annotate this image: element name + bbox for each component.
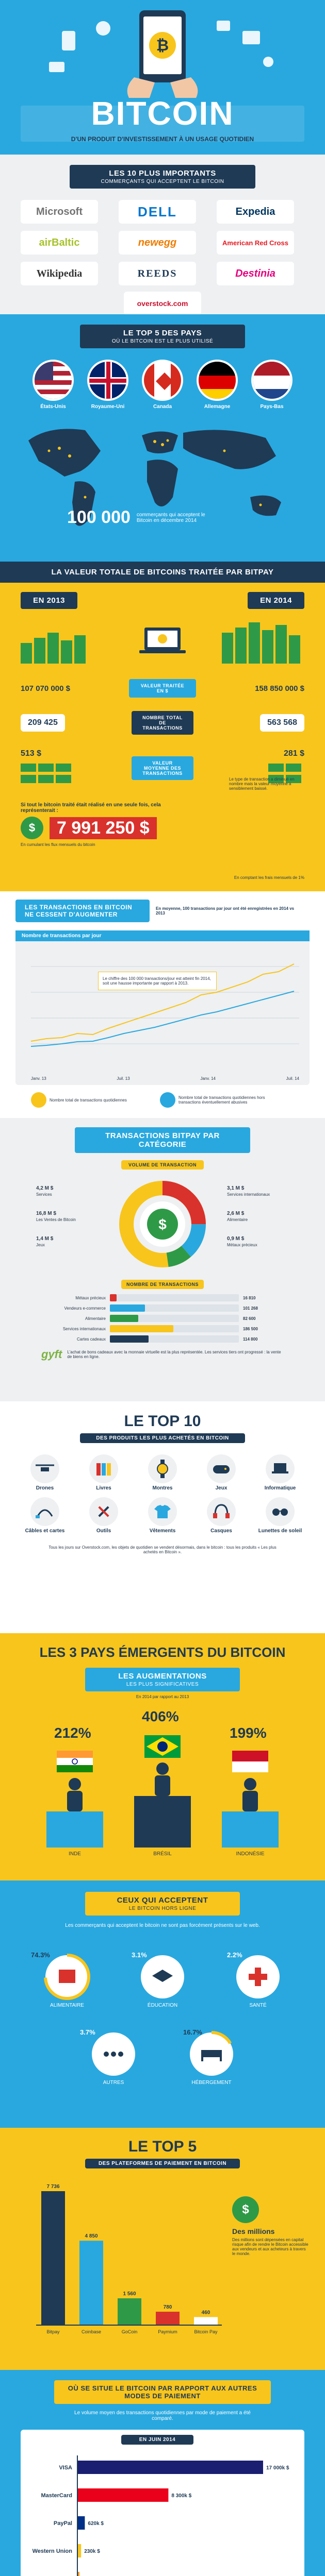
watch-icon (148, 1454, 177, 1483)
category-bar-label: Vendeurs e-commerce (64, 1306, 106, 1311)
top5-bar-label: Coinbase (81, 2329, 102, 2334)
volume-banner: LA VALEUR TOTALE DE BITCOINS TRAITÉE PAR BITPAY (0, 562, 325, 583)
value-2013: 107 070 000 $ (21, 684, 70, 693)
category-right-item: 0,9 M $ Métaux précieux (227, 1236, 257, 1247)
country-item (251, 360, 293, 410)
country-item (142, 360, 183, 410)
category-bar-track (110, 1335, 239, 1343)
growth-chart-title: Nombre de transactions par jour (15, 930, 310, 941)
offline-icons (0, 1936, 325, 2106)
top5-note-title: Des millions (232, 2227, 275, 2235)
avg-2013: 513 $ (21, 749, 42, 758)
category-bar-track (110, 1304, 239, 1312)
top5-bar-value: 780 (163, 2304, 172, 2310)
product-item: Jeux (196, 1454, 247, 1491)
merchant-logo: Expedia (217, 200, 294, 224)
emerging-title: LES 3 PAYS ÉMERGENTS DU BITCOIN (39, 1645, 286, 1660)
money-icon: $ (232, 2196, 259, 2223)
drone-icon (30, 1454, 59, 1483)
top5-bar-value: 1 560 (123, 2291, 136, 2297)
total-caption: En cumulant les flux mensuels du bitcoin (21, 842, 95, 847)
category-bar-row (49, 1335, 276, 1343)
gyft-logo-icon: gyft (41, 1348, 62, 1361)
value-illustration (0, 612, 325, 679)
product-item: Outils (78, 1497, 129, 1534)
total-intro: Si tout le bitcoin traité était réalisé en une seule fois, cela représenterait : (21, 802, 161, 814)
flag-indonesia-icon (232, 1751, 268, 1772)
year-2014-label: EN 2014 (248, 592, 304, 609)
map-caption: commerçants qui acceptent le Bitcoin en décembre 2014 (136, 512, 205, 523)
value-2014: 158 850 000 $ (255, 684, 304, 693)
top5-bar-value: 460 (201, 2310, 210, 2316)
category-bar-value: 16 810 (243, 1295, 256, 1300)
merchant-logo: Wikipedia (21, 262, 98, 285)
merchant-logo: airBaltic (21, 231, 98, 255)
top5-bar (156, 2312, 180, 2325)
top5-title: LE TOP 5 (128, 2138, 197, 2155)
laptop-icon (266, 1454, 295, 1483)
position-section (0, 2370, 325, 2576)
category-bar-label: Alimentaire (85, 1316, 106, 1321)
product-item: Drones (19, 1454, 71, 1491)
category-bar-row (49, 1325, 276, 1332)
top10-note: Tous les jours sur Overstock.com, les objets de quotidien se vendent désormais, dans le bitcoin : tous les produits « Les plus achetés en Bitcoin ». (48, 1545, 277, 1554)
product-item: Vêtements (137, 1497, 188, 1534)
map-number: 100 000 (67, 507, 131, 527)
year-2013-label: EN 2013 (21, 592, 77, 609)
top5-bar-label: GoCoin (121, 2329, 138, 2334)
categories-note: L'achat de bons cadeaux avec la monnaie virtuelle est la plus représentée. Les services tiers ont progressé : la vente de biens en ligne. (67, 1350, 281, 1359)
orders-2014: 563 568 (260, 714, 304, 732)
legend-blue-icon (160, 1092, 175, 1108)
top5-subtitle: DES PLATEFORMES DE PAIEMENT EN BITCOIN (85, 2159, 240, 2168)
emerging-banner-subtitle: LES PLUS SIGNIFICATIVES (126, 1682, 199, 1687)
merchant-logo: newegg (119, 231, 196, 255)
flag-india-icon (57, 1751, 93, 1772)
pct-hotel: 16.7% (183, 2028, 202, 2036)
category-bar-label: Services internationaux (62, 1326, 106, 1331)
top10-grid (0, 1454, 325, 1534)
tools-icon (89, 1497, 118, 1526)
other-icon (92, 2032, 135, 2076)
growth-lines (15, 946, 310, 1070)
flag-netherlands-icon (251, 360, 293, 401)
top5-note: Des millions sont dépensées en capital risque afin de rendre le Bitcoin accessible aux vendeurs et aux acheteurs à travers le monde. (232, 2238, 308, 2256)
category-bar-label: Métaux précieux (75, 1295, 106, 1300)
country-name: États-Unis (40, 404, 66, 410)
country-name: Allemagne (204, 404, 231, 410)
flag-canada-icon (142, 360, 183, 401)
position-bar-label: MasterCard (41, 2493, 72, 2499)
flag-brazil-icon (144, 1735, 181, 1758)
product-item: Livres (78, 1454, 129, 1491)
category-bar-track (110, 1325, 239, 1332)
category-bar-fill (110, 1335, 149, 1343)
category-left-item: 4,2 M $ Services (36, 1185, 54, 1197)
position-chart-card (21, 2430, 304, 2576)
merchant-logo: REEDS (119, 262, 196, 285)
offline-section (0, 1880, 325, 2128)
growth-banner: LES TRANSACTIONS EN BITCOIN NE CESSENT D'AUGMENTER (15, 900, 150, 922)
offline-banner-title: CEUX QUI ACCEPTENT (117, 1896, 208, 1905)
health-icon (236, 1955, 280, 1998)
label-hotel: HÉBERGEMENT (191, 2080, 232, 2086)
pct-india: 212% (54, 1725, 91, 1741)
podium (0, 1699, 325, 1864)
product-item: Câbles et cartes (19, 1497, 71, 1534)
pct-indonesia: 199% (230, 1725, 267, 1741)
category-bar-value: 82 600 (243, 1316, 256, 1321)
pct-health: 2.2% (227, 1951, 242, 1959)
headphones-icon (207, 1497, 236, 1526)
category-bar-fill (110, 1304, 145, 1312)
countries-banner (80, 325, 245, 348)
pct-other: 3.7% (80, 2028, 95, 2036)
country-flags (0, 360, 325, 410)
gamepad-icon (207, 1454, 236, 1483)
top10-section (0, 1401, 325, 1633)
glasses-icon (266, 1497, 295, 1526)
category-bar-label: Cartes cadeaux (76, 1336, 106, 1342)
top5-bar-value: 7 736 (46, 2184, 60, 2190)
month-tick: Juil. 14 (286, 1076, 299, 1081)
merchant-logo: American Red Cross (217, 231, 294, 255)
position-bar (77, 2488, 168, 2502)
flag-usa-icon (32, 360, 74, 401)
top5-chart (21, 2176, 227, 2346)
country-brazil: BRÉSIL (153, 1851, 172, 1857)
country-item (87, 360, 128, 410)
pct-education: 3.1% (132, 1951, 147, 1959)
bars-header: NOMBRE DE TRANSACTIONS (121, 1280, 204, 1289)
category-bar-fill (110, 1325, 173, 1332)
position-intro: Le volume moyen des transactions quotidiennes par mode de paiement a été comparé. (74, 2410, 251, 2421)
orders-2013: 209 425 (21, 714, 65, 732)
top5-bar (194, 2317, 218, 2325)
merchants-banner-subtitle: COMMERÇANTS QUI ACCEPTENT LE BITCOIN (101, 179, 224, 184)
label-health: SANTÉ (249, 2003, 267, 2008)
category-bar-track (110, 1315, 239, 1322)
position-bar-label: VISA (59, 2465, 72, 2471)
growth-section (0, 891, 325, 1118)
merchant-logos (0, 200, 325, 285)
pct-brazil: 406% (142, 1708, 179, 1724)
country-india: INDE (69, 1851, 81, 1857)
top10-title: LE TOP 10 (124, 1413, 201, 1430)
country-name: Canada (153, 404, 172, 410)
merchants-section (0, 155, 325, 314)
volume-side-note: Le type de transaction a diminué en nombre mais la valeur moyenne a sensiblement baissé. (229, 777, 295, 791)
books-icon (89, 1454, 118, 1483)
position-bar (77, 2516, 85, 2530)
flag-germany-icon (197, 360, 238, 401)
flag-uk-icon (87, 360, 128, 401)
product-item: Montres (137, 1454, 188, 1491)
top5-bar (118, 2298, 141, 2325)
category-bar-value: 186 500 (243, 1326, 258, 1331)
page-subtitle: D'UN PRODUIT D'INVESTISSEMENT À UN USAGE QUOTIDIEN (71, 135, 254, 143)
product-item: Casques (196, 1497, 247, 1534)
volume-header: VOLUME DE TRANSACTION (121, 1160, 204, 1170)
cable-icon (30, 1497, 59, 1526)
growth-banner-note: En moyenne, 100 transactions par jour ont été enregistrées en 2014 vs 2013 (156, 906, 295, 916)
label-other: AUTRES (103, 2080, 124, 2086)
growth-x-axis (31, 1076, 299, 1081)
merchants-banner (70, 165, 255, 189)
position-bar-label: Western Union (32, 2548, 72, 2554)
volume-section (0, 562, 325, 891)
top5-bar-label: Bitpay (46, 2329, 60, 2334)
position-chart (21, 2445, 304, 2576)
top5-bar-label: Paymium (158, 2329, 177, 2334)
position-banner: OÙ SE SITUE LE BITCOIN PAR RAPPORT AUX AUTRES MODES DE PAIEMENT (54, 2380, 271, 2404)
total-value: 7 991 250 $ (50, 817, 157, 839)
month-tick: Janv. 13 (31, 1076, 46, 1081)
category-bar-row (49, 1304, 276, 1312)
country-indonesia: INDONÉSIE (236, 1851, 265, 1857)
category-bars (49, 1294, 276, 1343)
month-tick: Janv. 14 (200, 1076, 216, 1081)
education-icon (141, 1955, 184, 1998)
orders-label: NOMBRE TOTAL DE TRANSACTIONS (132, 711, 193, 735)
offline-intro: Les commerçants qui acceptent le bitcoin ne sont pas forcément présents sur le web. (65, 1923, 260, 1928)
category-bar-value: 114 800 (243, 1336, 258, 1342)
legend-label: Nombre total de transactions quotidiennes hors transactions éventuellement abusives (178, 1095, 265, 1105)
countries-banner-subtitle: OÙ LE BITCOIN EST LE PLUS UTILISÉ (111, 338, 214, 344)
category-bar-row (49, 1315, 276, 1322)
category-right-item: 2,6 M $ Alimentaire (227, 1211, 248, 1222)
country-item (32, 360, 74, 410)
pct-food: 74.3% (31, 1951, 50, 1959)
categories-banner: TRANSACTIONS BITPAY PAR CATÉGORIE (75, 1127, 250, 1153)
product-item: Informatique (254, 1454, 306, 1491)
growth-legend (0, 1085, 325, 1108)
label-food: ALIMENTAIRE (50, 2003, 84, 2008)
position-chart-title: EN JUIN 2014 (121, 2435, 193, 2445)
growth-callout: Le chiffre des 100 000 transactions/jour est atteint fin 2014, soit une hausse importante par rapport à 2013. (98, 972, 217, 990)
avg-label: VALEUR MOYENNE DES TRANSACTIONS (132, 756, 193, 780)
category-bar-fill (110, 1315, 138, 1322)
merchant-logo: DELL (119, 200, 196, 224)
position-bar (77, 2544, 81, 2557)
merchant-logo: Destinia (217, 262, 294, 285)
top5-section (0, 2128, 325, 2370)
emerging-section (0, 1633, 325, 1880)
avg-2014: 281 $ (283, 749, 304, 758)
dollar-icon: $ (21, 817, 43, 839)
country-item (197, 360, 238, 410)
month-tick: Juil. 13 (117, 1076, 130, 1081)
emerging-banner (85, 1668, 240, 1691)
merchant-logo: overstock.com (124, 292, 201, 314)
top5-bar-label: Bitcoin Pay (194, 2329, 218, 2334)
svg-text:$: $ (158, 1216, 167, 1232)
category-bar-fill (110, 1294, 117, 1301)
position-bar-value: 230k $ (84, 2549, 100, 2554)
country-name: Royaume-Uni (91, 404, 125, 410)
category-bar-track (110, 1294, 239, 1301)
category-bar-row (49, 1294, 276, 1301)
merchants-banner-title: LES 10 PLUS IMPORTANTS (109, 169, 216, 178)
position-bar-value: 620k $ (88, 2521, 104, 2527)
categories-section (0, 1118, 325, 1401)
emerging-period: En 2014 par rapport au 2013 (136, 1694, 189, 1699)
value-label: VALEUR TRAITÉE EN $ (129, 679, 196, 698)
position-bar-value: 17 000k $ (266, 2465, 289, 2471)
position-bar-label: PayPal (53, 2520, 72, 2527)
position-bar-value: 8 300k $ (171, 2493, 192, 2499)
header-section (0, 0, 325, 155)
page-title: BITCOIN (91, 95, 234, 132)
offline-banner-subtitle: LE BITCOIN HORS LIGNE (128, 1906, 197, 1911)
bills-2013-icon (21, 758, 77, 789)
top10-subtitle: DES PRODUITS LES PLUS ACHETÉS EN BITCOIN (80, 1433, 245, 1443)
category-right-item: 3,1 M $ Services internationaux (227, 1185, 270, 1197)
product-item: Lunettes de soleil (254, 1497, 306, 1534)
legend-label: Nombre total de transactions quotidiennes (50, 1097, 127, 1103)
category-bar-value: 101 268 (243, 1306, 258, 1311)
countries-section (0, 314, 325, 562)
growth-chart (15, 930, 310, 1085)
emerging-banner-title: LES AUGMENTATIONS (118, 1672, 207, 1681)
category-left-item: 16,8 M $ Les Ventes de Bitcoin (36, 1211, 76, 1222)
legend-yellow-icon (31, 1092, 46, 1108)
food-icon (45, 1955, 89, 1998)
merchant-logo: Microsoft (21, 200, 98, 224)
hotel-icon (190, 2032, 233, 2076)
total-note: En comptant les frais mensuels de 1% (234, 875, 304, 880)
top5-bar (79, 2241, 103, 2325)
offline-banner (85, 1892, 240, 1916)
top5-bar (41, 2191, 65, 2325)
svg-text:₿: ₿ (156, 37, 169, 54)
country-name: Pays-Bas (260, 404, 284, 410)
top5-bar-value: 4 850 (85, 2233, 98, 2240)
label-education: ÉDUCATION (147, 2003, 178, 2008)
category-left-item: 1,4 M $ Jeux (36, 1236, 54, 1247)
position-bar (77, 2461, 263, 2474)
tshirt-icon (148, 1497, 177, 1526)
countries-banner-title: LE TOP 5 DES PAYS (123, 329, 202, 337)
